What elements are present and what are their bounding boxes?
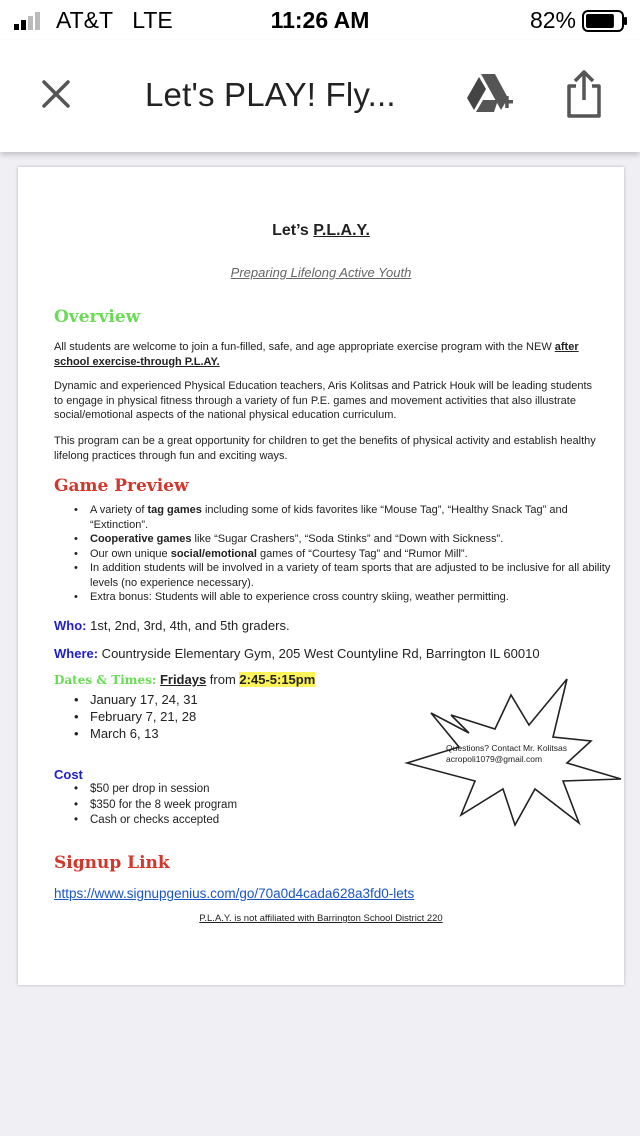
list-item: • A variety of tag games including some of kids favorites like “Mouse Tag”, “Healthy Snack Tag” and “Extinction”.	[54, 503, 614, 532]
game-preview-list	[54, 503, 614, 605]
nav-bar	[0, 40, 640, 152]
close-icon[interactable]	[38, 76, 74, 112]
signup-link[interactable]: https://www.signupgenius.com/go/70a0d4cada628a3fd0-lets	[54, 886, 415, 901]
status-bar	[0, 0, 640, 40]
game-preview-heading: Game Preview	[54, 476, 189, 496]
cost-heading: Cost	[54, 767, 83, 782]
list-item: • Extra bonus: Students will able to experience cross country skiing, weather permitting.	[54, 590, 614, 605]
document-page[interactable]	[18, 167, 624, 985]
list-item: • January 17, 24, 31	[54, 691, 198, 708]
list-item: • Cash or checks accepted	[54, 813, 237, 829]
add-to-drive-icon[interactable]	[464, 72, 514, 116]
battery-percent: 82%	[529, 7, 576, 33]
flyer-title: Let’s P.L.A.Y.	[272, 222, 370, 239]
list-item: • March 6, 13	[54, 725, 198, 742]
overview-heading: Overview	[54, 307, 141, 327]
where-line: Where: Countryside Elementary Gym, 205 West Countyline Rd, Barrington IL 60010	[54, 646, 540, 661]
battery-icon	[582, 10, 628, 32]
list-item: • Our own unique social/emotional games of “Courtesy Tag” and “Rumor Mill”.	[54, 547, 614, 562]
clock: 11:26 AM	[270, 7, 370, 33]
list-item: • February 7, 21, 28	[54, 708, 198, 725]
cost-list	[54, 782, 237, 829]
list-item: • $50 per drop in session	[54, 782, 237, 798]
list-item: • In addition students will be involved in a variety of team sports that are adjusted to be inclusive for all ability levels (no experience necessary).	[54, 561, 614, 590]
share-icon[interactable]	[564, 68, 604, 120]
signup-heading: Signup Link	[54, 853, 170, 873]
disclaimer: P.L.A.Y. is not affiliated with Barrington School District 220	[199, 913, 443, 924]
overview-paragraph-2: Dynamic and experienced Physical Education teachers, Aris Kolitsas and Patrick Houk will be leading students to engage in physical fitness through a variety of fun P.E. games and movement activities that also illustrate social/emotional aspects of the national physical education curriculum.	[54, 380, 593, 421]
overview-paragraph-1: All students are welcome to join a fun-filled, safe, and age appropriate exercise program with the NEW after school exercise-through P.L.AY.	[54, 341, 579, 368]
flyer-subtitle: Preparing Lifelong Active Youth	[230, 265, 412, 280]
dates-times-line: Dates & Times: Fridays from 2:45-5:15pm	[54, 672, 316, 687]
contact-info: Questions? Contact Mr. Kolitsas acropoli1079@gmail.com	[446, 743, 567, 764]
list-item: • Cooperative games like “Sugar Crashers”, “Soda Stinks” and “Down with Sickness”.	[54, 532, 614, 547]
who-line: Who: 1st, 2nd, 3rd, 4th, and 5th graders.	[54, 618, 290, 633]
carrier-label: AT&T LTE	[56, 7, 173, 33]
dates-list	[54, 691, 198, 742]
document-title: Let's PLAY! Fly...	[145, 76, 396, 113]
list-item: • $350 for the 8 week program	[54, 798, 237, 814]
overview-paragraph-3: This program can be a great opportunity for children to get the benefits of physical activity and establish healthy lifelong practices through fun and exciting ways.	[54, 435, 596, 462]
